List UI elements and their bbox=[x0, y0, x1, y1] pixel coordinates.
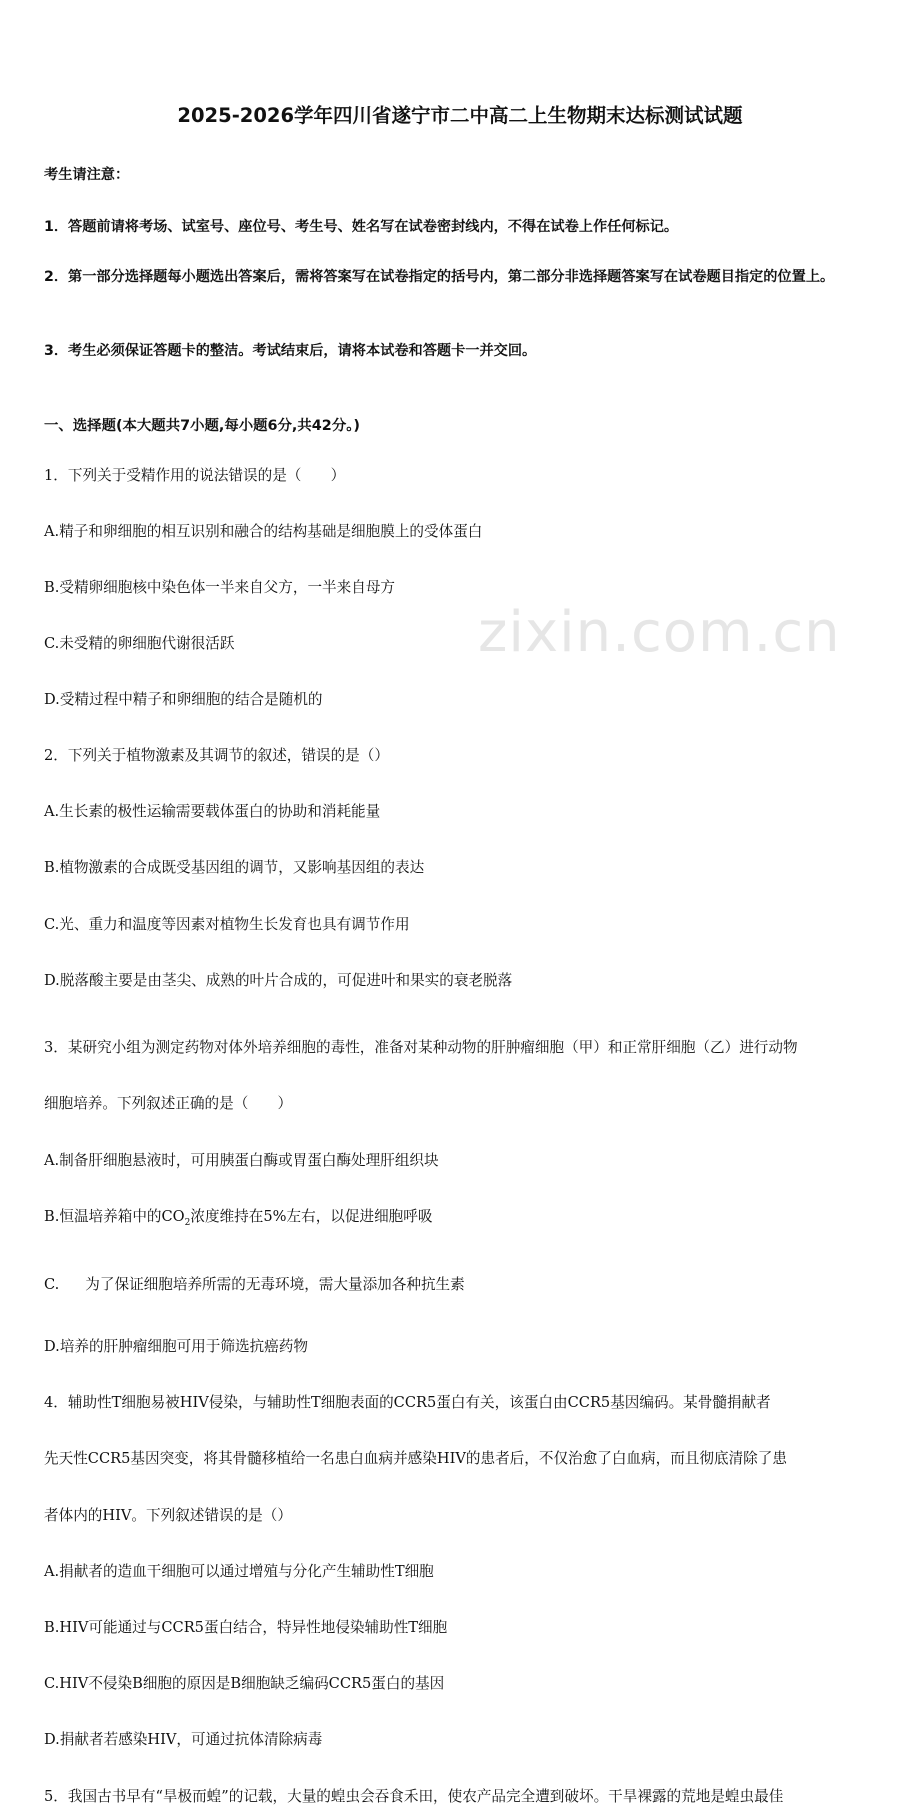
notice-item-2: 2．第一部分选择题每小题选出答案后，需将答案写在试卷指定的括号内，第二部分非选择题答案写在试卷题目指定的位置上。 bbox=[44, 269, 835, 285]
q3-option-b-post: 浓度维持在5%左右，以促进细胞呼吸 bbox=[190, 1208, 433, 1225]
q4-option-b: B.HIV可能通过与CCR5蛋白结合，特异性地侵染辅助性T细胞 bbox=[44, 1618, 448, 1636]
q3-option-b-sub: 2 bbox=[184, 1217, 191, 1228]
q4-option-c: C.HIV不侵染B细胞的原因是B细胞缺乏编码CCR5蛋白的基因 bbox=[44, 1674, 445, 1692]
q4-stem-line-3: 者体内的HIV。下列叙述错误的是（） bbox=[44, 1506, 292, 1524]
q3-option-c-text: 为了保证细胞培养所需的无毒环境，需大量添加各种抗生素 bbox=[85, 1275, 465, 1293]
q1-option-b: B.受精卵细胞核中染色体一半来自父方，一半来自母方 bbox=[44, 579, 396, 596]
watermark: zixin.com.cn bbox=[478, 600, 841, 665]
q3-option-a: A.制备肝细胞悬液时，可用胰蛋白酶或胃蛋白酶处理肝组织块 bbox=[44, 1152, 439, 1169]
q5-stem-line-1: 5．我国古书早有“旱极而蝗”的记载，大量的蝗虫会吞食禾田，使农产品完全遭到破坏。干旱裸露的荒地是蝗虫最佳 bbox=[44, 1787, 784, 1805]
q4-option-d: D.捐献者若感染HIV，可通过抗体清除病毒 bbox=[44, 1730, 323, 1748]
notice-item-3: 3．考生必须保证答题卡的整洁。考试结束后，请将本试卷和答题卡一并交回。 bbox=[44, 343, 537, 359]
q2-option-d: D.脱落酸主要是由茎尖、成熟的叶片合成的，可促进叶和果实的衰老脱落 bbox=[44, 972, 513, 989]
q3-option-c-label: C. bbox=[44, 1275, 60, 1293]
q1-option-d: D.受精过程中精子和卵细胞的结合是随机的 bbox=[44, 691, 323, 708]
q3-stem-line-2: 细胞培养。下列叙述正确的是（ ） bbox=[44, 1095, 293, 1112]
section-heading: 一、选择题(本大题共7小题,每小题6分,共42分。) bbox=[44, 418, 360, 434]
q2-stem: 2．下列关于植物激素及其调节的叙述，错误的是（） bbox=[44, 747, 389, 764]
q1-option-a: A.精子和卵细胞的相互识别和融合的结构基础是细胞膜上的受体蛋白 bbox=[44, 523, 483, 540]
q2-option-a: A.生长素的极性运输需要载体蛋白的协助和消耗能量 bbox=[44, 803, 381, 820]
q1-stem: 1．下列关于受精作用的说法错误的是（ ） bbox=[44, 467, 346, 484]
q2-option-b: B.植物激素的合成既受基因组的调节，又影响基因组的表达 bbox=[44, 859, 425, 876]
page-title: 2025-2026学年四川省遂宁市二中高二上生物期末达标测试试题 bbox=[177, 104, 743, 127]
q3-stem-line-1: 3．某研究小组为测定药物对体外培养细胞的毒性，准备对某种动物的肝肿瘤细胞（甲）和正常肝细胞（乙）进行动物 bbox=[44, 1039, 798, 1056]
q3-option-d: D.培养的肝肿瘤细胞可用于筛选抗癌药物 bbox=[44, 1337, 308, 1355]
q4-stem-line-1: 4．辅助性T细胞易被HIV侵染，与辅助性T细胞表面的CCR5蛋白有关，该蛋白由CCR5基因编码。某骨髓捐献者 bbox=[44, 1393, 771, 1411]
q4-stem-line-2: 先天性CCR5基因突变，将其骨髓移植给一名患白血病并感染HIV的患者后，不仅治愈了白血病，而且彻底清除了患 bbox=[44, 1449, 787, 1467]
q3-option-b bbox=[44, 1207, 884, 1233]
q2-option-c: C.光、重力和温度等因素对植物生长发育也具有调节作用 bbox=[44, 916, 410, 933]
q1-option-c: C.未受精的卵细胞代谢很活跃 bbox=[44, 635, 235, 652]
q3-option-b-pre: B.恒温培养箱中的CO bbox=[44, 1208, 185, 1225]
q4-option-a: A.捐献者的造血干细胞可以通过增殖与分化产生辅助性T细胞 bbox=[44, 1562, 434, 1580]
notice-item-1: 1．答题前请将考场、试室号、座位号、考生号、姓名写在试卷密封线内，不得在试卷上作任何标记。 bbox=[44, 219, 679, 235]
q3-option-c bbox=[44, 1275, 884, 1295]
notice-heading: 考生请注意： bbox=[44, 167, 130, 183]
